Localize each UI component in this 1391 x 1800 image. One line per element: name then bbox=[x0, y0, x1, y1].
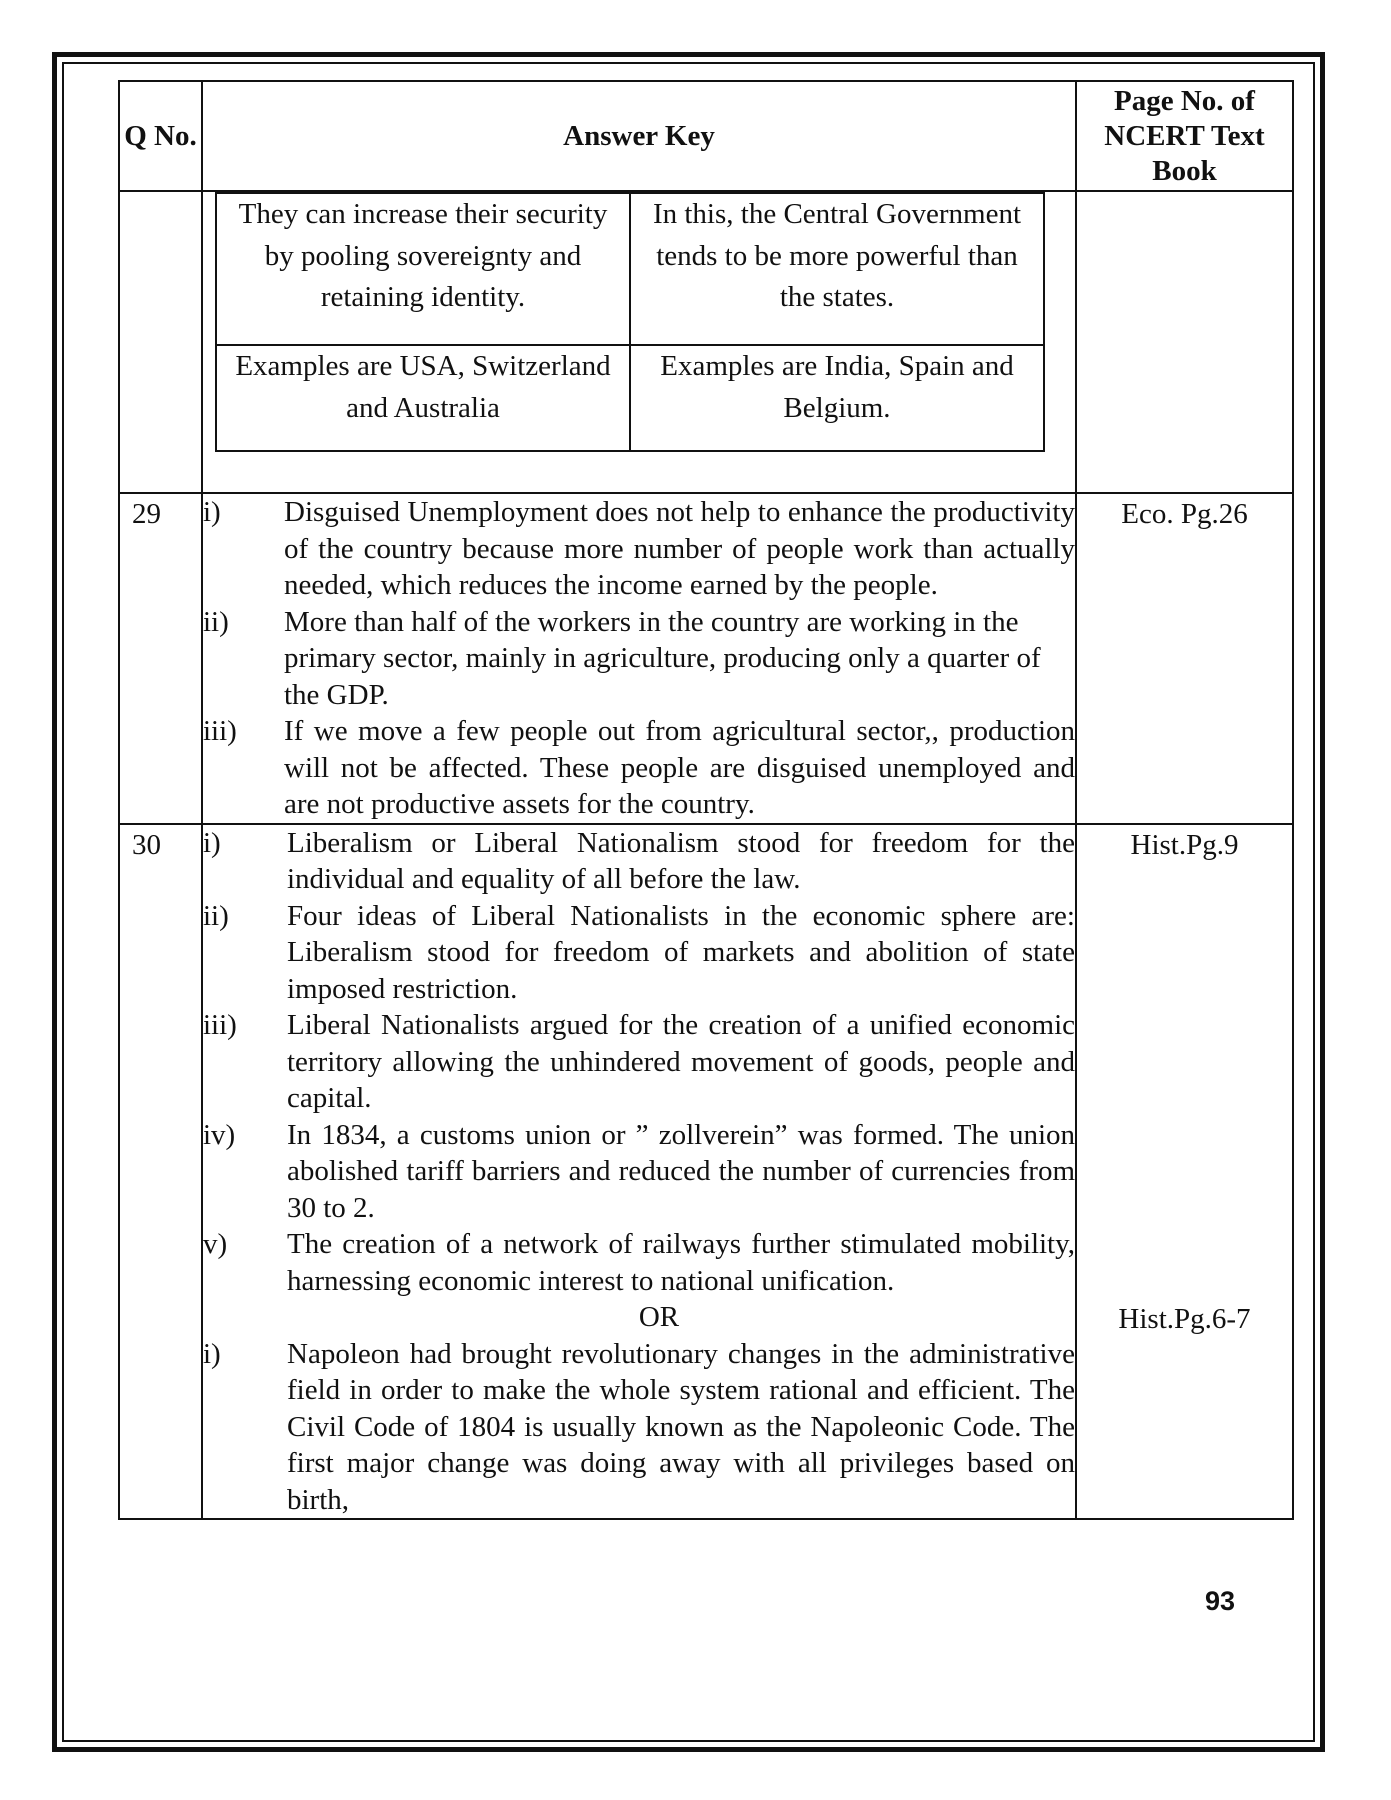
page-ref-or: Hist.Pg.6-7 bbox=[1118, 1303, 1251, 1335]
comparison-cell-right: In this, the Central Government tends to be more powerful than the states. bbox=[630, 193, 1044, 345]
table-row-continuation bbox=[119, 191, 1293, 493]
comparison-row bbox=[216, 193, 1044, 345]
list-marker: v) bbox=[203, 1228, 228, 1260]
list-text: Liberal Nationalists argued for the creation of a unified economic territory allowing the unhindered movement of goods, people and capital. bbox=[287, 1009, 1075, 1114]
list-marker: i) bbox=[203, 1337, 221, 1370]
comparison-cell-left: Examples are USA, Switzerland and Australia bbox=[216, 345, 630, 451]
list-item bbox=[203, 1007, 1075, 1117]
list-text: In 1834, a customs union or ” zollverein” was formed. The union abolished tariff barriers and reduced the number of currencies from 30 to 2. bbox=[287, 1118, 1075, 1224]
list-text: More than half of the workers in the country are working in the primary sector, mainly in agriculture, producing only a quarter of the GDP. bbox=[284, 605, 1041, 711]
q-number-cell bbox=[119, 191, 202, 493]
list-item bbox=[203, 898, 1075, 1008]
list-item bbox=[203, 1336, 1075, 1519]
table-row-q30 bbox=[119, 824, 1293, 1520]
list-text: Four ideas of Liberal Nationalists in the economic sphere are: Liberalism stood for freedom of markets and abolition of state imposed restriction. bbox=[287, 899, 1075, 1005]
page-ref-cell bbox=[1076, 824, 1293, 1520]
q-number: 30 bbox=[119, 824, 202, 1520]
list-item bbox=[203, 604, 1075, 714]
list-item bbox=[203, 1117, 1075, 1227]
list-marker: iii) bbox=[203, 715, 237, 747]
list-marker: i) bbox=[203, 826, 221, 859]
list-text: Disguised Unemployment does not help to enhance the productivity of the country because more number of people work than actually needed, which reduces the income earned by the people. bbox=[284, 496, 1075, 601]
page-ref-spacer bbox=[1077, 863, 1292, 1301]
list-item bbox=[203, 494, 1075, 604]
header-q-no: Q No. bbox=[119, 81, 202, 191]
or-separator: OR bbox=[638, 1301, 680, 1333]
list-text: Napoleon had brought revolutionary changes in the administrative field in order to make the whole system rational and efficient. The Civil Code of 1804 is usually known as the Napoleonic Code. The first major change was doing away with all privileges based on birth, bbox=[287, 1337, 1075, 1516]
answer-list bbox=[203, 494, 1075, 823]
page-ref-cell bbox=[1076, 191, 1293, 493]
answer-cell bbox=[202, 824, 1076, 1520]
list-marker: iii) bbox=[203, 1009, 237, 1041]
comparison-cell-right: Examples are India, Spain and Belgium. bbox=[630, 345, 1044, 451]
list-marker: iv) bbox=[203, 1118, 236, 1151]
page-number: 93 bbox=[1204, 1586, 1236, 1616]
comparison-cell-left: They can increase their security by pooling sovereignty and retaining identity. bbox=[216, 193, 630, 345]
page-ref: Hist.Pg.9 bbox=[1130, 828, 1239, 861]
list-marker: ii) bbox=[203, 605, 229, 638]
comparison-row bbox=[216, 345, 1044, 451]
list-text: The creation of a network of railways further stimulated mobility, harnessing economic interest to national unification. bbox=[287, 1228, 1075, 1297]
list-item bbox=[203, 713, 1075, 823]
table-row-q29 bbox=[119, 493, 1293, 824]
list-marker: ii) bbox=[203, 899, 229, 932]
list-item bbox=[203, 825, 1075, 898]
table-header-row bbox=[119, 81, 1293, 191]
page-ref: Eco. Pg.26 bbox=[1076, 493, 1293, 824]
header-page-ref: Page No. of NCERT Text Book bbox=[1076, 81, 1293, 191]
list-text: If we move a few people out from agricultural sector,, production will not be affected. These people are disguised unemployed and are not productive assets for the country. bbox=[284, 715, 1075, 820]
federation-comparison-table bbox=[215, 192, 1045, 452]
q-number: 29 bbox=[119, 493, 202, 824]
header-answer-key: Answer Key bbox=[202, 81, 1076, 191]
list-text: Liberalism or Liberal Nationalism stood for freedom for the individual and equality of all before the law. bbox=[287, 826, 1075, 895]
list-item bbox=[203, 1226, 1075, 1299]
answer-list bbox=[203, 825, 1075, 1519]
answer-cell bbox=[202, 493, 1076, 824]
list-marker: i) bbox=[203, 496, 221, 528]
answer-cell bbox=[202, 191, 1076, 493]
answer-key-table bbox=[118, 80, 1294, 1520]
